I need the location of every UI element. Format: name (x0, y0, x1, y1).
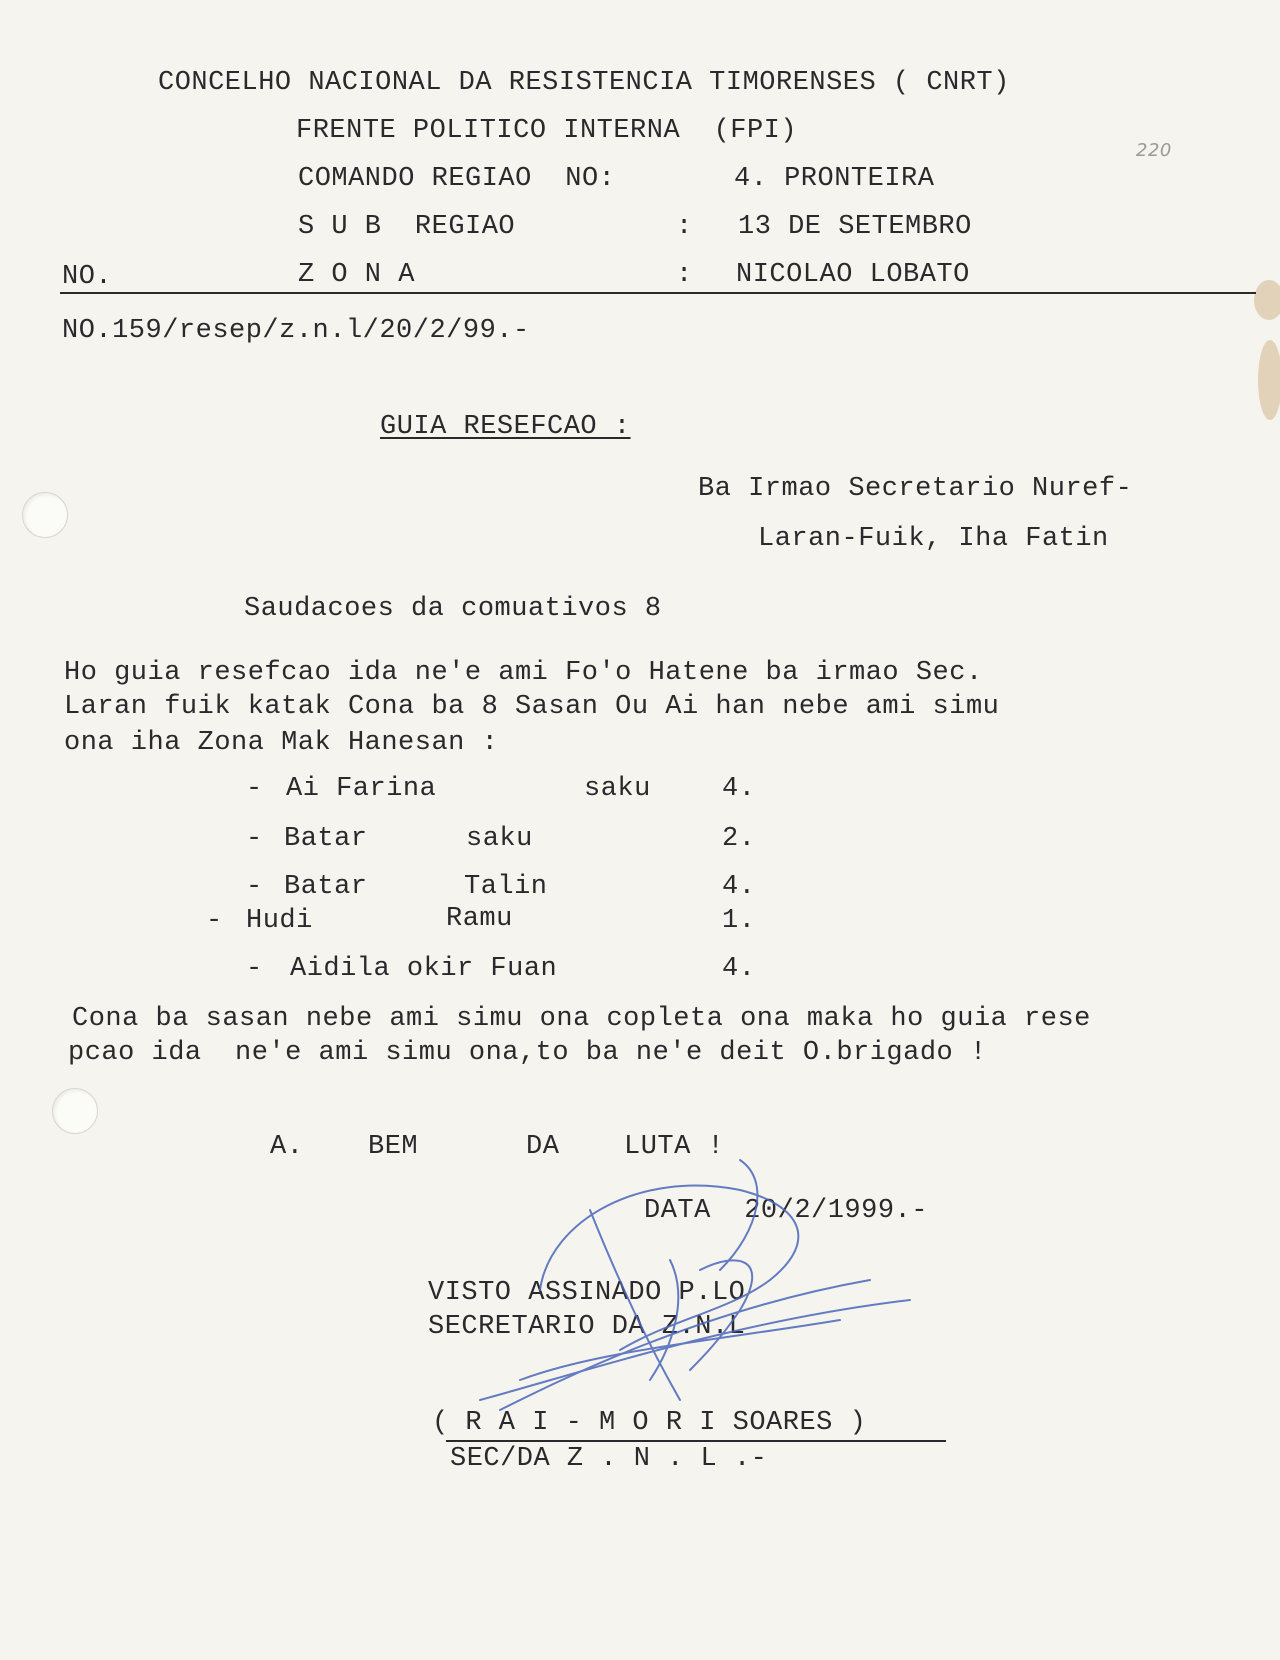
body-line-3: ona iha Zona Mak Hanesan : (64, 728, 499, 758)
org-line: CONCELHO NACIONAL DA RESISTENCIA TIMORENSES ( CNRT) (158, 68, 1010, 98)
motto-da: DA (526, 1132, 560, 1162)
visto-line: VISTO ASSINADO P.LO (428, 1278, 746, 1308)
item-qty: 4. (722, 774, 756, 804)
item-name: Batar (284, 824, 368, 854)
zona-label: Z O N A (298, 260, 415, 290)
item-unit: saku (466, 824, 533, 854)
no-label: NO. (62, 262, 113, 292)
item-name: Hudi (246, 906, 313, 936)
item-bullet: - (246, 774, 263, 804)
item-name: Ai Farina (286, 774, 437, 804)
colon: : (676, 260, 693, 290)
motto-a: A. (270, 1132, 304, 1162)
body-line-2: Laran fuik katak Cona ba 8 Sasan Ou Ai han nebe ami simu (64, 692, 1000, 722)
comando-label: COMANDO REGIAO NO: (298, 164, 616, 194)
addressee-line-1: Ba Irmao Secretario Nuref- (698, 474, 1133, 504)
edge-stain (1258, 340, 1280, 420)
item-unit: Ramu (446, 904, 513, 934)
comando-value: 4. PRONTEIRA (734, 164, 935, 194)
closing-line-2: pcao ida ne'e ami simu ona,to ba ne'e deit O.brigado ! (68, 1038, 987, 1068)
document-title: GUIA RESEFCAO : (380, 412, 631, 442)
closing-line-1: Cona ba sasan nebe ami simu ona copleta ona maka ho guia rese (72, 1004, 1091, 1034)
pencil-annotation: 220 (1136, 140, 1172, 161)
motto-bem: BEM (368, 1132, 419, 1162)
item-qty: 1. (722, 906, 756, 936)
item-bullet: - (246, 824, 263, 854)
punch-hole-top (22, 492, 68, 538)
colon: : (676, 212, 693, 242)
document-date: DATA 20/2/1999.- (644, 1196, 928, 1226)
item-name: Aidila okir Fuan (290, 954, 558, 984)
item-unit: Talin (464, 872, 548, 902)
item-qty: 4. (722, 954, 756, 984)
item-bullet: - (246, 872, 263, 902)
zona-value: NICOLAO LOBATO (736, 260, 970, 290)
signatory-title: SEC/DA Z . N . L .- (450, 1444, 768, 1474)
header-rule (60, 292, 1256, 294)
item-qty: 2. (722, 824, 756, 854)
signature-scribble (440, 1150, 940, 1450)
item-name: Batar (284, 872, 368, 902)
item-qty: 4. (722, 872, 756, 902)
item-bullet: - (246, 954, 263, 984)
addressee-line-2: Laran-Fuik, Iha Fatin (758, 524, 1109, 554)
item-unit: saku (584, 774, 651, 804)
item-bullet: - (206, 906, 223, 936)
secretario-line: SECRETARIO DA Z.N.L (428, 1312, 746, 1342)
front-line: FRENTE POLITICO INTERNA (FPI) (296, 116, 798, 146)
signatory-name: ( R A I - M O R I SOARES ) (432, 1408, 867, 1438)
reference-number: NO.159/resep/z.n.l/20/2/99.- (62, 316, 530, 346)
punch-hole-middle (52, 1088, 98, 1134)
motto-luta: LUTA ! (624, 1132, 725, 1162)
greeting: Saudacoes da comuativos 8 (244, 594, 662, 624)
body-line-1: Ho guia resefcao ida ne'e ami Fo'o Hatene ba irmao Sec. (64, 658, 983, 688)
sub-regiao-label: S U B REGIAO (298, 212, 516, 242)
sub-regiao-value: 13 DE SETEMBRO (738, 212, 972, 242)
edge-stain (1254, 280, 1280, 320)
